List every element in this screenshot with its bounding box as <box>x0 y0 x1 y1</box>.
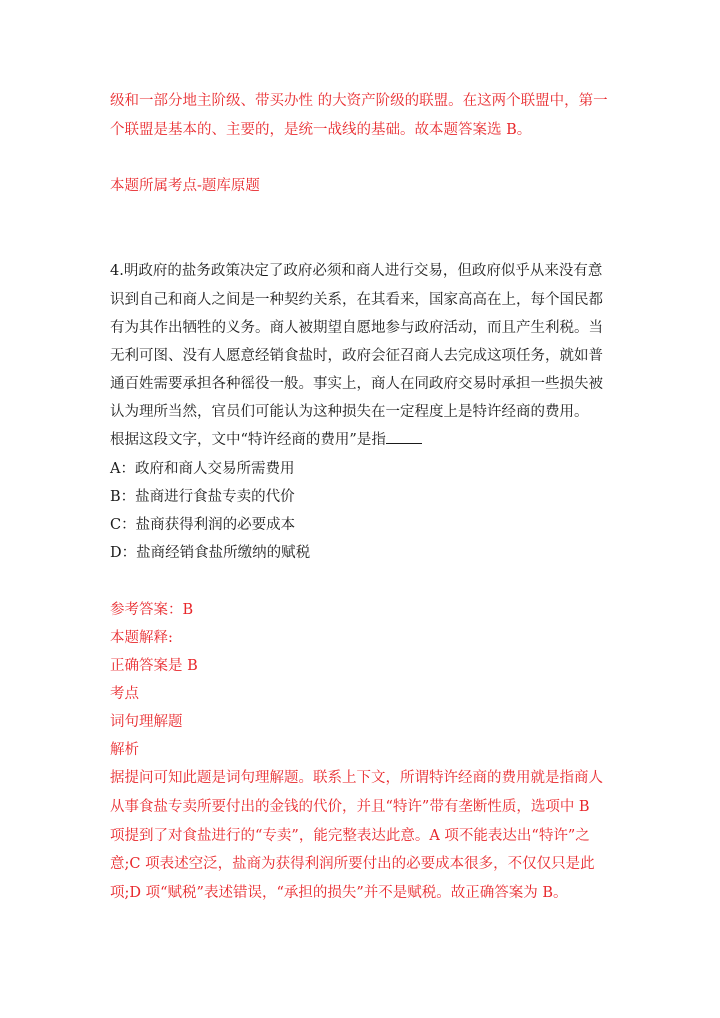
option-a: A：政府和商人交易所需费用 <box>110 461 295 477</box>
question-text-line: 认为理所当然，官员们可能认为这种损失在一定程度上是特许经商的费用。 <box>110 404 589 420</box>
jiexi-line: 意;C 项表述空泛，盐商为获得利润所要付出的必要成本很多，不仅仅只是此 <box>110 856 595 872</box>
question-text-line: 4.明政府的盐务政策决定了政府必须和商人进行交易，但政府似乎从来没有意 <box>110 263 603 279</box>
explanation-heading: 本题解释: <box>110 630 173 646</box>
kaodian-heading: 考点 <box>110 686 139 702</box>
question-text-line: 识到自己和商人之间是一种契约关系，在其看来，国家高高在上，每个国民都 <box>110 292 603 308</box>
question-text-line: 通百姓需要承担各种徭役一般。事实上，商人在同政府交易时承担一些损失被 <box>110 376 603 392</box>
option-c: C：盐商获得利润的必要成本 <box>110 517 296 533</box>
prev-explanation-line: 个联盟是基本的、主要的，是统一战线的基础。故本题答案选 B。 <box>110 122 532 138</box>
question-text-line: 无利可图、没有人愿意经销食盐时，政府会征召商人去完成这项任务，就如普 <box>110 348 603 364</box>
reference-answer: 参考答案：B <box>110 602 194 618</box>
option-d: D：盐商经销食盐所缴纳的赋税 <box>110 545 311 561</box>
prev-explanation-line: 级和一部分地主阶级、带买办性 的大资产阶级的联盟。在这两个联盟中，第一 <box>110 93 608 109</box>
correct-answer: 正确答案是 B <box>110 658 198 674</box>
option-b: B：盐商进行食盐专卖的代价 <box>110 489 295 505</box>
question-prompt <box>110 429 620 450</box>
question-text-line: 有为其作出牺牲的义务。商人被期望自愿地参与政府活动，而且产生利税。当 <box>110 320 603 336</box>
jiexi-line: 据提问可知此题是词句理解题。联系上下文，所谓特许经商的费用就是指商人 <box>110 770 603 786</box>
answer-blank <box>386 429 422 444</box>
jiexi-heading: 解析 <box>110 742 139 758</box>
jiexi-line: 项;D 项“赋税”表述错误，“承担的损失”并不是赋税。故正确答案为 B。 <box>110 885 568 901</box>
question-prompt-text: 根据这段文字，文中“特许经商的费用”是指 <box>110 432 386 448</box>
kaodian-value: 词句理解题 <box>110 714 183 730</box>
prev-source-label: 本题所属考点-题库原题 <box>110 178 260 194</box>
jiexi-line: 项提到了对食盐进行的“专卖”，能完整表达此意。A 项不能表达出“特许”之 <box>110 828 590 844</box>
jiexi-line: 从事食盐专卖所要付出的金钱的代价，并且“特许”带有垄断性质，选项中 B <box>110 799 590 815</box>
